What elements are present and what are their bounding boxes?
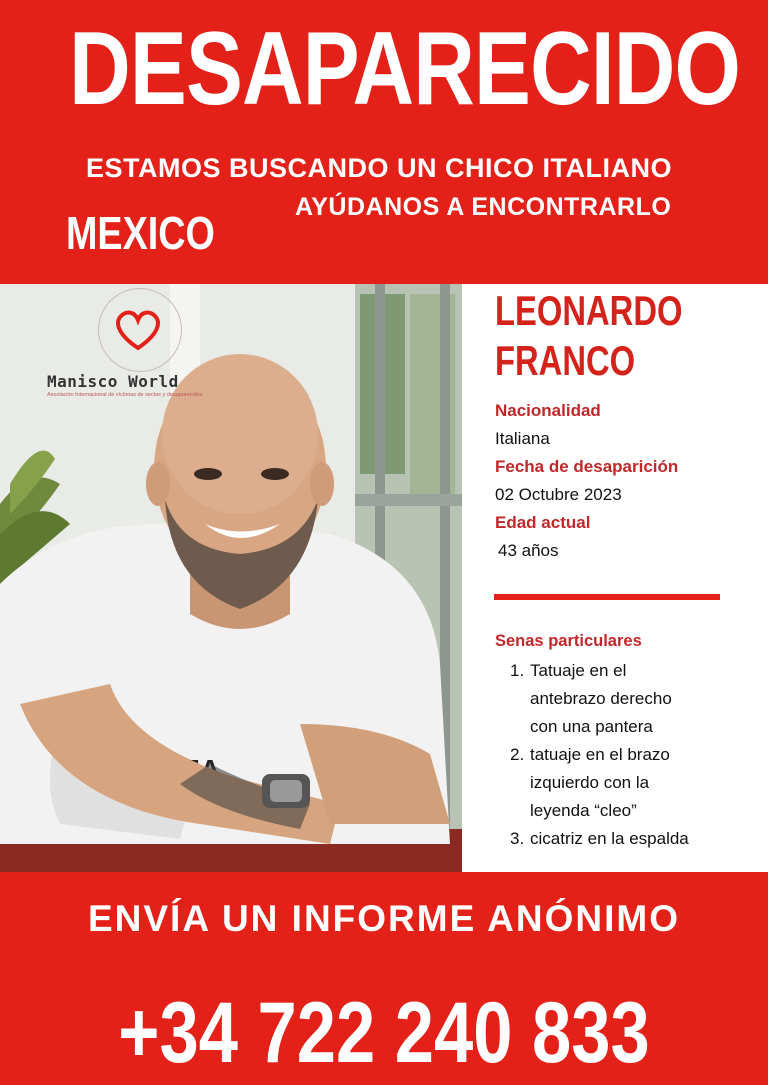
search-statement: ESTAMOS BUSCANDO UN CHICO ITALIANO — [86, 153, 672, 183]
help-request: AYÚDANOS A ENCONTRARLO — [295, 193, 672, 221]
heart-icon — [113, 308, 163, 352]
nationality-value: Italiana — [495, 429, 550, 448]
age-label: Edad actual — [495, 513, 591, 532]
feature-number: 3. — [510, 829, 525, 848]
feature-text: tatuaje en el brazo izquierdo con la leyenda “cleo” — [530, 745, 670, 820]
nationality-label: Nacionalidad — [495, 401, 601, 420]
logo-name: Manisco World — [47, 372, 179, 391]
features-title: Senas particulares — [495, 632, 642, 650]
age-value: 43 años — [498, 541, 559, 560]
feature-text: cicatriz en la espalda — [530, 829, 689, 848]
person-last-name: FRANCO — [495, 337, 636, 384]
feature-item — [510, 657, 760, 741]
feature-number: 2. — [510, 745, 525, 764]
person-first-name: LEONARDO — [495, 287, 683, 334]
poster-title: DESAPARECIDO — [69, 11, 741, 127]
date-value: 02 Octubre 2023 — [495, 485, 622, 504]
country-label: MEXICO — [66, 207, 215, 259]
feature-item — [510, 825, 760, 853]
date-label: Fecha de desaparición — [495, 457, 679, 476]
feature-item — [510, 741, 760, 825]
report-call-to-action: ENVÍA UN INFORME ANÓNIMO — [87, 898, 681, 939]
feature-number: 1. — [510, 661, 525, 680]
feature-text: Tatuaje en el antebrazo derecho con una pantera — [530, 661, 672, 736]
contact-phone[interactable]: +34 722 240 833 — [118, 985, 650, 1081]
logo-tagline: Asociación Internacional de víctimas de sectas y desaparecidos — [47, 392, 203, 398]
divider — [494, 594, 720, 600]
